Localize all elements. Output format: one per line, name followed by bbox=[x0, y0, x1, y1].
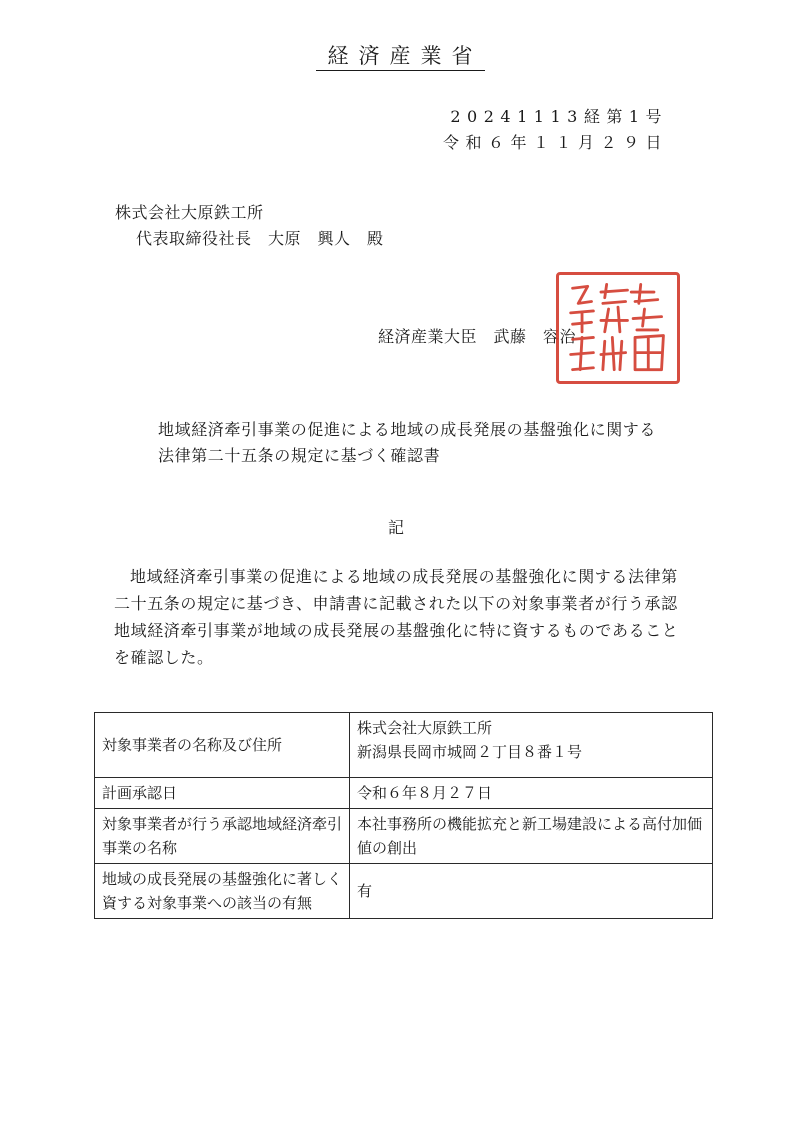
table-row bbox=[95, 809, 713, 864]
ministry-name: 経済産業省 bbox=[316, 44, 485, 71]
table-row bbox=[95, 778, 713, 809]
table-row bbox=[95, 713, 713, 778]
recipient-company: 株式会社大原鉄工所 bbox=[115, 203, 264, 222]
table-label-cell: 計画承認日 bbox=[95, 778, 350, 809]
table-value-cell: 株式会社大原鉄工所 新潟県長岡市城岡２丁目８番１号 bbox=[350, 713, 713, 778]
table-label-cell: 地域の成長発展の基盤強化に著しく資する対象事業への該当の有無 bbox=[95, 864, 350, 919]
table-row bbox=[95, 864, 713, 919]
table-label-cell: 対象事業者が行う承認地域経済牽引事業の名称 bbox=[95, 809, 350, 864]
confirmation-body-text: 地域経済牽引事業の促進による地域の成長発展の基盤強化に関する法律第二十五条の規定に基づき、申請書に記載された以下の対象事業者が行う承認地域経済牽引事業が地域の成長発展の基盤強化に特に資するものであることを確認した。 bbox=[114, 567, 679, 667]
seal-glyph-icon bbox=[559, 275, 677, 381]
ki-heading: 記 bbox=[388, 518, 405, 537]
official-seal-stamp bbox=[556, 272, 680, 384]
document-title-line-2: 法律第二十五条の規定に基づく確認書 bbox=[158, 446, 441, 465]
sender-name: 経済産業大臣 武藤 容治 bbox=[378, 327, 577, 346]
document-number: 20241113経第1号 bbox=[450, 107, 668, 126]
document-date: 令和６年１１月２９日 bbox=[442, 133, 668, 152]
document-title-line-1: 地域経済牽引事業の促進による地域の成長発展の基盤強化に関する bbox=[158, 420, 657, 439]
table-value-cell: 令和６年８月２７日 bbox=[350, 778, 713, 809]
ministry-heading bbox=[0, 40, 800, 70]
table-label-cell: 対象事業者の名称及び住所 bbox=[95, 713, 350, 778]
recipient-representative: 代表取締役社長 大原 興人 殿 bbox=[136, 229, 384, 248]
table-value-cell: 本社事務所の機能拡充と新工場建設による高付加価値の創出 bbox=[350, 809, 713, 864]
table-value-cell: 有 bbox=[350, 864, 713, 919]
confirmation-details-table bbox=[94, 712, 713, 919]
